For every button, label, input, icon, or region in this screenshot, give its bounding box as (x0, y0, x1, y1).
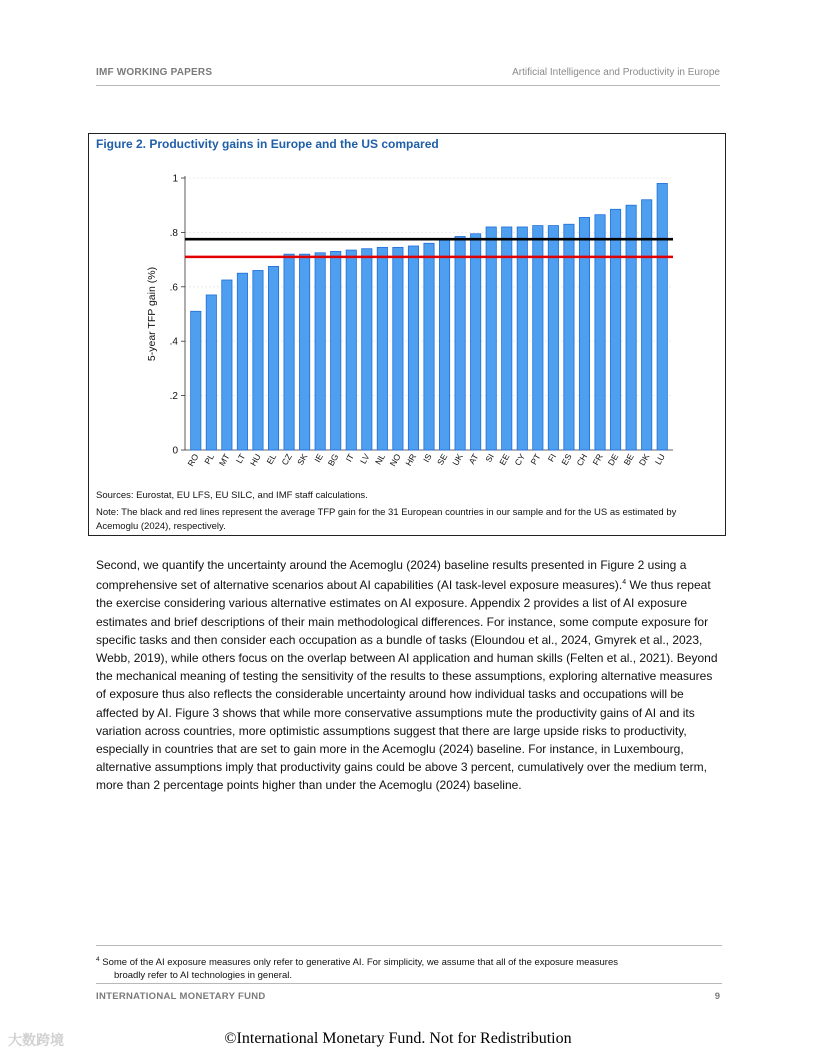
bar-se (439, 239, 449, 450)
bar-dk (642, 200, 652, 450)
y-tick-label: .8 (169, 227, 178, 239)
x-tick-label: MT (216, 452, 232, 468)
x-tick-label: NO (387, 452, 403, 469)
figure-sources: Sources: Eurostat, EU LFS, EU SILC, and IMF staff calculations. (96, 490, 368, 501)
x-tick-label: IS (421, 452, 434, 464)
footer-divider (96, 983, 722, 984)
x-tick-label: CY (512, 452, 528, 468)
bar-nl (377, 247, 387, 450)
x-tick-label: ES (559, 452, 574, 467)
bar-hu (253, 270, 263, 450)
paragraph-text-part-1: Second, we quantify the uncertainty around the Acemoglu (2024) baseline results presented in Figure 2 using a comprehensive set of alternative scenarios about AI capabilities (AI task-level exposure measures). (96, 558, 687, 593)
y-tick-label: .4 (169, 336, 178, 348)
bar-cz (284, 254, 294, 450)
x-tick-label: CZ (279, 452, 294, 467)
bar-mt (222, 280, 232, 450)
bar-ro (191, 311, 201, 450)
footnote-line-2: broadly refer to AI technologies in general. (114, 970, 292, 982)
x-tick-label: FI (545, 452, 559, 464)
x-tick-label: RO (185, 452, 201, 469)
footnote-line-1: Some of the AI exposure measures only refer to generative AI. For simplicity, we assume that all of the exposure measures (99, 957, 618, 969)
bar-ee (502, 227, 512, 450)
x-tick-label: HR (403, 452, 419, 468)
footnote-reference[interactable]: 4 (622, 579, 627, 587)
x-tick-label: LU (652, 452, 667, 467)
bar-cy (517, 227, 527, 450)
bar-no (393, 247, 403, 450)
bar-at (471, 234, 481, 450)
bar-lv (362, 249, 372, 450)
bar-hr (408, 246, 418, 450)
bar-el (268, 266, 278, 450)
bar-uk (455, 236, 465, 450)
x-tick-label: SE (434, 452, 450, 467)
bar-pl (206, 295, 216, 450)
running-header-title: Artificial Intelligence and Productivity in Europe (512, 67, 720, 78)
x-tick-label: LT (233, 452, 248, 466)
x-tick-label: DK (636, 452, 652, 468)
x-tick-label: BE (621, 452, 636, 467)
page-number: 9 (714, 991, 720, 1002)
x-tick-label: CH (574, 452, 590, 468)
bar-de (610, 209, 620, 450)
x-tick-label: NL (372, 452, 388, 467)
x-tick-label: SI (483, 452, 496, 464)
y-tick-label: 0 (172, 445, 178, 457)
bar-lu (657, 183, 667, 450)
bar-lt (237, 273, 247, 450)
x-tick-label: PT (528, 452, 543, 467)
bar-ie (315, 253, 325, 450)
bar-si (486, 227, 496, 450)
bar-pt (533, 226, 543, 450)
x-tick-label: AT (466, 452, 481, 466)
copyright-notice: ©International Monetary Fund. Not for Redistribution (224, 1030, 572, 1047)
y-tick-label: .2 (169, 391, 178, 403)
x-tick-label: HU (247, 452, 263, 468)
x-tick-label: LV (357, 452, 372, 466)
bar-is (424, 243, 434, 450)
bar-ch (579, 217, 589, 450)
bar-it (346, 250, 356, 450)
bar-fi (548, 226, 558, 450)
x-tick-label: SK (295, 452, 310, 467)
x-tick-label: EE (497, 452, 512, 467)
bar-bg (331, 251, 341, 450)
bar-sk (299, 254, 309, 450)
x-tick-label: FR (590, 452, 605, 467)
footnote (96, 953, 696, 982)
bar-chart (89, 134, 725, 484)
footnote-divider (96, 945, 722, 946)
x-tick-label: PL (202, 452, 217, 467)
y-tick-label: 1 (172, 173, 178, 185)
figure-2-box (88, 133, 726, 536)
x-tick-label: DE (605, 452, 621, 468)
figure-note: Note: The black and red lines represent the average TFP gain for the 31 European countries in our sample and for the US as estimated by Acemoglu (2024), respectively. (96, 507, 677, 532)
x-tick-label: BG (325, 452, 341, 468)
watermark-logo: 大数跨境 (8, 1032, 64, 1048)
y-axis-label: 5-year TFP gain (%) (146, 266, 158, 362)
body-paragraph (96, 556, 722, 795)
paragraph-text-part-2: We thus repeat the exercise considering various alternative estimates on AI exposure. Appendix 2 provides a list of AI exposure estimates and brief descriptions of their main methodological differences. For instance, some compute exposure for specific tasks and then consider each occupation as a bundle of tasks (Eloundou et al., 2024, Gmyrek et al., 2023, Webb, 2019), while others focus on the overlap between AI application and human skills (Felten et al., 2021). Beyond the mechanical meaning of testing the sensitivity of the results to these assumptions, exploring alternative measures of exposure thus also reflects the considerable uncertainty around how individual tasks and occupations will be affected by AI. Figure 3 shows that while more conservative assumptions mute the productivity gains of AI and its variation across countries, more optimistic assumptions suggest that there are large upside risks to productivity, especially in countries that are set to gain more in the Acemoglu (2024) baseline. For instance, in Luxembourg, alternative assumptions imply that productivity gains could be above 3 percent, cumulatively over the medium term, more than 2 percentage points higher than under the Acemoglu (2024) baseline. (96, 578, 718, 793)
footnote-mark: 4 (96, 956, 100, 963)
x-tick-label: IT (343, 452, 356, 464)
footer-publisher: INTERNATIONAL MONETARY FUND (96, 991, 266, 1002)
bar-fr (595, 215, 605, 450)
x-tick-label: IE (312, 452, 325, 464)
x-tick-label: UK (450, 452, 465, 468)
figure-title: Figure 2. Productivity gains in Europe and the US compared (96, 137, 439, 151)
y-tick-label: .6 (169, 282, 178, 294)
running-header-series: IMF WORKING PAPERS (96, 67, 213, 78)
header-divider (96, 85, 720, 86)
bar-be (626, 205, 636, 450)
x-tick-label: EL (264, 452, 279, 467)
